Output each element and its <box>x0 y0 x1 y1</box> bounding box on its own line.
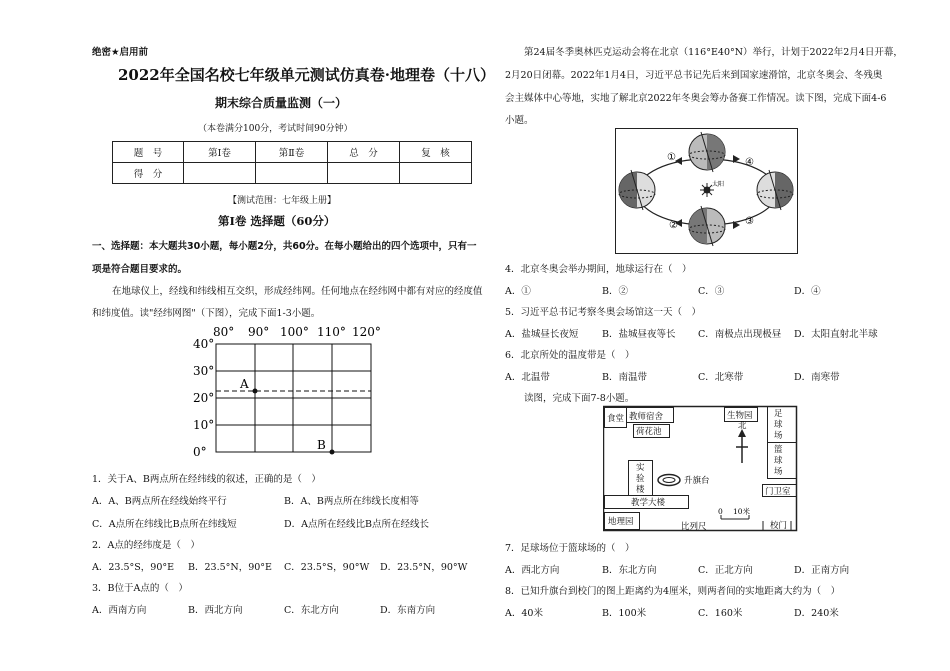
orbit-position-label: ③ <box>745 216 754 227</box>
grid-intro-line1: 在地球仪上，经线和纬线相互交织，形成经纬网。任何地点在经纬网中都有对应的经度值 <box>112 286 483 297</box>
scale-zero: 0 <box>718 507 723 516</box>
part1-title: 第Ⅰ卷 选择题（60分） <box>218 214 336 228</box>
lon-label: 90° <box>248 325 270 339</box>
q6-option-a[interactable]: A．北温带 <box>505 372 550 383</box>
orbit-position-label: ① <box>667 152 676 163</box>
score-cell[interactable] <box>184 163 256 184</box>
earth-orbit-diagram <box>615 128 798 254</box>
q2-option-c[interactable]: C．23.5°S，90°W <box>284 562 370 573</box>
q6-option-c[interactable]: C．北寒带 <box>698 372 744 383</box>
olympics-intro-line2: 2月20日闭幕。2022年1月4日，习近平总书记先后来到国家速滑馆，北京冬奥会、冬残奥 <box>505 70 883 81</box>
grid-lines <box>216 344 371 452</box>
q1-option-d[interactable]: D．A点所在经线比B点所在经线长 <box>284 519 429 530</box>
q2-stem: 2．A点的经纬度是（ ） <box>92 540 200 551</box>
q2-option-a[interactable]: A．23.5°S，90°E <box>92 562 175 573</box>
lon-label: 110° <box>317 325 346 339</box>
bio-garden-label: 生物园 <box>727 411 753 421</box>
basketball-label: 场 <box>774 467 783 477</box>
gate-label: 校门 <box>770 521 788 531</box>
q8-option-d[interactable]: D．240米 <box>794 608 839 619</box>
basketball-label: 球 <box>774 456 783 466</box>
garden-label: 荷花池 <box>636 427 662 437</box>
lat-label: 30° <box>193 364 215 378</box>
q3-option-b[interactable]: B．西北方向 <box>188 605 243 616</box>
q4-option-a[interactable]: A．① <box>505 286 531 297</box>
q3-option-d[interactable]: D．东南方向 <box>380 605 436 616</box>
flag-platform-icon <box>658 475 680 486</box>
sun-label: 太阳 <box>712 181 725 188</box>
q2-option-b[interactable]: B．23.5°N，90°E <box>188 562 272 573</box>
exam-note: （本卷满分100分，考试时间90分钟） <box>198 124 353 134</box>
canteen-label: 食堂 <box>607 414 625 424</box>
score-cell[interactable] <box>400 163 472 184</box>
q8-option-a[interactable]: A．40米 <box>505 608 543 619</box>
score-row-label: 得 分 <box>113 163 184 184</box>
q5-option-b[interactable]: B．盐城昼夜等长 <box>602 329 676 340</box>
score-header: 第Ⅱ卷 <box>256 142 328 163</box>
lat-label: 10° <box>193 418 215 432</box>
point-a-dot <box>253 389 258 394</box>
geo-garden-label: 地理园 <box>608 517 634 527</box>
dorm-label: 教师宿舍 <box>629 412 664 422</box>
instructions-line2: 项是符合题目要求的。 <box>92 264 188 275</box>
orbit-position-label: ② <box>669 220 678 231</box>
lat-label: 0° <box>193 445 207 459</box>
q5-option-d[interactable]: D．太阳直射北半球 <box>794 329 878 340</box>
scale-ten: 10米 <box>733 507 751 516</box>
q1-option-b[interactable]: B．A、B两点所在纬线长度相等 <box>284 496 419 507</box>
point-b-label: B <box>317 438 326 452</box>
score-header: 第Ⅰ卷 <box>184 142 256 163</box>
q7-stem: 7．足球场位于篮球场的（ ） <box>505 543 635 554</box>
q7-option-b[interactable]: B．东北方向 <box>602 565 657 576</box>
q5-stem: 5．习近平总书记考察冬奥会场馆这一天（ ） <box>505 307 702 318</box>
football-label: 场 <box>774 431 783 441</box>
guard-room-label: 门卫室 <box>765 487 791 497</box>
q5-option-c[interactable]: C．南极点出现极昼 <box>698 329 782 340</box>
q6-option-d[interactable]: D．南寒带 <box>794 372 840 383</box>
school-map-intro: 读图，完成下面7-8小题。 <box>524 393 635 404</box>
q5-option-a[interactable]: A．盐城昼长夜短 <box>505 329 579 340</box>
olympics-intro-line4: 小题。 <box>505 115 534 126</box>
q4-stem: 4．北京冬奥会举办期间，地球运行在（ ） <box>505 264 692 275</box>
lat-label: 20° <box>193 391 215 405</box>
q4-option-d[interactable]: D．④ <box>794 286 821 297</box>
q8-option-b[interactable]: B．100米 <box>602 608 647 619</box>
q8-option-c[interactable]: C．160米 <box>698 608 743 619</box>
instructions-line1: 一、选择题：本大题共30小题，每小题2分，共60分。在每小题给出的四个选项中，只有一 <box>92 241 477 252</box>
q7-option-c[interactable]: C．正北方向 <box>698 565 753 576</box>
q3-option-a[interactable]: A．西南方向 <box>92 605 147 616</box>
q6-option-b[interactable]: B．南温带 <box>602 372 647 383</box>
score-header: 复 核 <box>400 142 472 163</box>
score-header: 题 号 <box>113 142 184 163</box>
exam-subtitle: 期末综合质量监测（一） <box>215 96 348 110</box>
flag-platform-inner <box>663 478 675 483</box>
exam-title: 2022年全国名校七年级单元测试仿真卷·地理卷（十八） <box>118 66 495 84</box>
q1-option-c[interactable]: C．A点所在纬线比B点所在纬线短 <box>92 519 237 530</box>
q3-option-c[interactable]: C．东北方向 <box>284 605 339 616</box>
q8-stem: 8．已知升旗台到校门的图上距离约为4厘米，则两者间的实地距离大约为（ ） <box>505 586 841 597</box>
score-header: 总 分 <box>328 142 400 163</box>
north-arrow-icon <box>736 429 748 463</box>
grid-intro-line2: 和纬度值。读"经纬网图"（下图），完成下面1-3小题。 <box>92 308 321 319</box>
score-cell[interactable] <box>328 163 400 184</box>
lab-label: 验 <box>636 474 645 484</box>
q2-option-d[interactable]: D．23.5°N，90°W <box>380 562 468 573</box>
lon-label: 100° <box>280 325 309 339</box>
q4-option-b[interactable]: B．② <box>602 286 628 297</box>
olympics-intro-line1: 第24届冬季奥林匹克运动会将在北京（116°E40°N）举行，计划于2022年2月4日开幕， <box>524 47 903 58</box>
school-plan-map <box>603 405 798 532</box>
point-a-label: A <box>240 377 249 391</box>
lab-label: 楼 <box>636 485 645 495</box>
basketball-label: 篮 <box>774 445 783 455</box>
q6-stem: 6．北京所处的温度带是（ ） <box>505 350 635 361</box>
lon-label: 80° <box>213 325 235 339</box>
q7-option-a[interactable]: A．西北方向 <box>505 565 560 576</box>
orbit-position-label: ④ <box>745 157 754 168</box>
teaching-building-label: 教学大楼 <box>631 498 666 508</box>
point-b-dot <box>330 450 335 455</box>
score-cell[interactable] <box>256 163 328 184</box>
q7-option-d[interactable]: D．正南方向 <box>794 565 850 576</box>
football-label: 足 <box>774 409 783 419</box>
q4-option-c[interactable]: C．③ <box>698 286 725 297</box>
secret-label: 绝密★启用前 <box>92 47 149 58</box>
q1-option-a[interactable]: A．A、B两点所在经线始终平行 <box>92 496 227 507</box>
score-table <box>112 141 472 184</box>
lat-label: 40° <box>193 337 215 351</box>
test-scope: 【测试范围：七年级上册】 <box>228 196 337 206</box>
q1-stem: 1．关于A、B两点所在经纬线的叙述，正确的是（ ） <box>92 474 321 485</box>
scale-label: 比列尺 <box>681 522 707 532</box>
q3-stem: 3．B位于A点的（ ） <box>92 583 188 594</box>
lat-lon-grid-map <box>180 318 390 463</box>
olympics-intro-line3: 会主媒体中心等地，实地了解北京2022年冬奥会筹办备赛工作情况。读下图，完成下面4-6 <box>505 93 887 104</box>
football-label: 球 <box>774 420 783 430</box>
flag-platform-label: 升旗台 <box>684 476 710 486</box>
lab-label: 实 <box>636 463 645 473</box>
north-label: 北 <box>738 421 747 431</box>
lon-label: 120° <box>352 325 381 339</box>
